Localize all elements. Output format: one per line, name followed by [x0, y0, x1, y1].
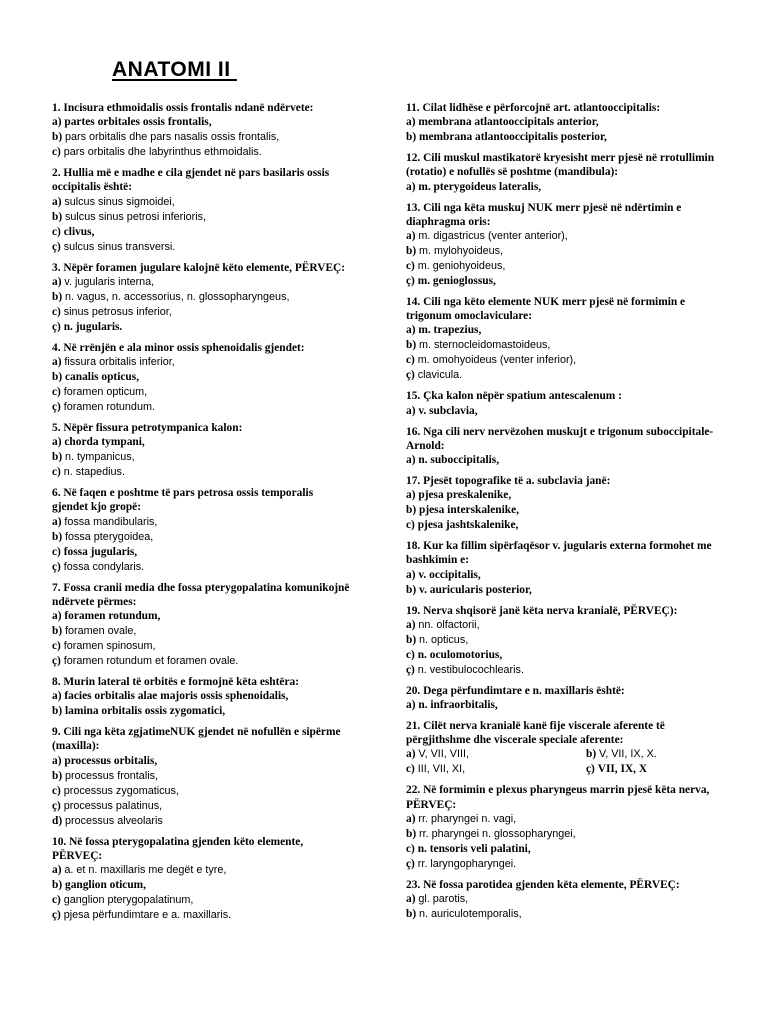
option-letter: ç)	[52, 560, 61, 573]
option-letter: a)	[406, 893, 416, 906]
question-block	[52, 261, 352, 335]
answer-option	[406, 368, 726, 383]
option-letter: a)	[52, 864, 62, 877]
option-text: m. pterygoideus lateralis,	[418, 180, 542, 193]
question-text: 22. Në formimin e plexus pharyngeus marrin pjesë këta nerva, PËRVEÇ:	[406, 784, 710, 811]
answer-option	[406, 762, 586, 777]
option-text: foramen opticum,	[63, 386, 148, 399]
option-letter: c)	[52, 146, 61, 159]
option-letter: c)	[52, 466, 61, 479]
option-text: sulcus sinus petrosi inferioris,	[65, 210, 207, 223]
answer-option	[52, 240, 352, 255]
right-question-column	[406, 101, 726, 928]
answer-option	[52, 769, 352, 784]
question-block	[52, 725, 352, 828]
option-text: foramen spinosum,	[63, 640, 156, 653]
question-text: 1. Incisura ethmoidalis ossis frontalis ndanë ndërvete:	[52, 102, 314, 114]
answer-option-correct	[406, 648, 726, 663]
option-text: n. opticus,	[419, 633, 469, 646]
answer-option	[52, 863, 352, 878]
option-text: foramen rotundum et foramen ovale.	[63, 655, 239, 668]
option-letter: a)	[406, 404, 416, 417]
option-letter: c)	[52, 894, 61, 907]
question-block	[52, 581, 352, 669]
question-text: 6. Në faqen e poshtme të pars petrosa ossis temporalis gjendet kjo gropë:	[52, 487, 314, 514]
question-block	[406, 101, 726, 145]
question-text: 21. Cilët nerva kranialë kanë fije viscerale aferente të përgjithshme dhe viscerale speciale aferente:	[406, 720, 665, 747]
answer-option	[52, 275, 352, 290]
answer-options	[406, 892, 726, 922]
option-letter: c)	[52, 640, 61, 653]
answer-option-correct	[406, 130, 726, 145]
answer-option	[52, 145, 352, 160]
answer-options	[406, 404, 726, 419]
answer-options	[52, 754, 352, 829]
answer-options	[52, 863, 352, 923]
option-letter: a)	[52, 610, 62, 623]
option-letter: a)	[52, 116, 62, 129]
question-block	[52, 835, 352, 923]
option-letter: ç)	[406, 369, 415, 382]
answer-option-correct	[406, 488, 726, 503]
answer-option-correct	[406, 323, 726, 338]
option-text: membrana atlantooccipitals anterior,	[418, 116, 599, 129]
answer-option	[406, 892, 726, 907]
answer-option-correct	[52, 320, 352, 335]
option-text: rr. laryngopharyngei.	[417, 857, 517, 870]
answer-option	[52, 799, 352, 814]
question-block	[52, 101, 352, 160]
option-text: chorda tympani,	[64, 436, 145, 449]
question-block	[406, 539, 726, 597]
question-block	[406, 425, 726, 468]
option-letter: a)	[406, 180, 416, 193]
option-text: sinus petrosus inferior,	[63, 305, 172, 318]
option-letter: a)	[406, 568, 416, 581]
question-text: 19. Nerva shqisorë janë këta nerva kranialë, PËRVEÇ):	[406, 604, 678, 617]
answer-option	[52, 624, 352, 639]
question-block	[406, 783, 726, 871]
option-text: m. trapezius,	[418, 324, 482, 337]
answer-option	[406, 259, 726, 274]
option-letter: b)	[406, 131, 417, 144]
question-block	[406, 201, 726, 289]
option-letter: b)	[406, 908, 417, 921]
question-text: 9. Cili nga këta zgjatimeNUK gjendet në nofullën e sipërme (maxilla):	[52, 726, 341, 753]
answer-option	[52, 210, 352, 225]
option-text: fossa jugularis,	[63, 545, 138, 558]
option-text: v. jugularis interna,	[64, 275, 155, 288]
answer-option	[52, 290, 352, 305]
option-letter: a)	[406, 116, 416, 129]
answer-option	[406, 747, 586, 762]
question-block	[52, 486, 352, 574]
answer-option	[406, 907, 726, 922]
answer-options	[406, 568, 726, 598]
answer-option-correct	[52, 704, 352, 719]
option-letter: a)	[406, 699, 416, 712]
option-letter: a)	[406, 454, 416, 467]
option-text: facies orbitalis alae majoris ossis sphenoidalis,	[64, 690, 289, 703]
option-letter: b)	[52, 879, 63, 892]
answer-option	[52, 195, 352, 210]
option-text: fissura orbitalis inferior,	[64, 356, 175, 369]
question-text: 8. Murin lateral të orbitës e formojnë këta eshtëra:	[52, 676, 300, 689]
option-letter: ç)	[52, 799, 61, 812]
option-letter: c)	[52, 225, 61, 238]
option-letter: a)	[52, 690, 62, 703]
option-letter: a)	[52, 356, 62, 369]
option-text: ganglion oticum,	[65, 879, 147, 892]
option-letter: ç)	[406, 857, 415, 870]
question-text: 17. Pjesët topografike të a. subclavia janë:	[406, 475, 611, 488]
answer-options	[406, 812, 726, 872]
question-block	[52, 341, 352, 415]
option-text: pjesa përfundimtare e a. maxillaris.	[63, 909, 232, 922]
option-letter: a)	[406, 230, 416, 243]
answer-option	[406, 663, 726, 678]
option-letter: c)	[406, 260, 415, 273]
option-text: V, VII, IX, X.	[599, 748, 657, 761]
answer-option-correct	[406, 404, 726, 419]
answer-options	[52, 435, 352, 480]
option-letter: ç)	[406, 663, 415, 676]
option-text: pars orbitalis dhe pars nasalis ossis frontalis,	[65, 131, 280, 144]
answer-option	[52, 400, 352, 415]
answer-option-correct	[406, 503, 726, 518]
question-block	[406, 295, 726, 383]
option-text: V, VII, VIII,	[418, 748, 469, 761]
option-letter: c)	[52, 305, 61, 318]
option-text: a. et n. maxillaris me degët e tyre,	[64, 864, 227, 877]
question-text: 10. Në fossa pterygopalatina gjenden këto elemente, PËRVEÇ:	[52, 835, 304, 862]
option-text: pjesa jashtskalenike,	[417, 519, 519, 532]
option-text: membrana atlantooccipitalis posterior,	[419, 131, 607, 144]
option-text: lamina orbitalis ossis zygomatici,	[65, 705, 226, 718]
answer-option-correct	[52, 689, 352, 704]
question-text: 2. Hullia më e madhe e cila gjendet në pars basilaris ossis occipitalis është:	[52, 167, 330, 194]
question-block	[52, 166, 352, 254]
option-letter: a)	[52, 275, 62, 288]
answer-option	[52, 130, 352, 145]
option-text: fossa mandibularis,	[64, 515, 158, 528]
option-text: VII, IX, X	[597, 763, 648, 776]
option-letter: c)	[406, 763, 415, 776]
option-text: n. oculomotorius,	[417, 648, 503, 661]
answer-option-correct	[406, 274, 726, 289]
answer-option	[406, 633, 726, 648]
answer-option-correct	[52, 435, 352, 450]
question-text: 18. Kur ka fillim sipërfaqësor v. jugularis externa formohet me bashkimin e:	[406, 540, 712, 567]
question-block	[406, 878, 726, 922]
option-letter: ç)	[52, 320, 61, 333]
option-text: n. tensoris veli palatini,	[417, 842, 531, 855]
question-text: 13. Cili nga këta muskuj NUK merr pjesë në ndërtimin e diaphragma oris:	[406, 201, 682, 228]
option-letter: c)	[406, 648, 415, 661]
option-letter: b)	[52, 769, 63, 782]
option-letter: c)	[52, 784, 61, 797]
answer-options	[406, 698, 726, 713]
answer-options	[52, 355, 352, 415]
option-letter: a)	[406, 489, 416, 502]
option-text: foramen rotundum,	[64, 610, 161, 623]
option-text: clivus,	[63, 225, 95, 238]
option-letter: ç)	[406, 275, 415, 288]
option-text: canalis opticus,	[65, 371, 140, 384]
answer-option	[52, 893, 352, 908]
option-letter: d)	[52, 814, 63, 827]
option-letter: b)	[52, 131, 63, 144]
option-text: processus frontalis,	[65, 769, 159, 782]
option-text: m. digastricus (venter anterior),	[418, 230, 568, 243]
option-text: gl. parotis,	[418, 893, 469, 906]
answer-option-correct	[52, 225, 352, 240]
answer-option-correct	[586, 762, 726, 777]
option-letter: b)	[52, 451, 63, 464]
answer-option-correct	[406, 698, 726, 713]
answer-options	[52, 195, 352, 255]
answer-option	[586, 747, 726, 762]
answer-option-correct	[52, 878, 352, 893]
answer-option	[52, 814, 352, 829]
option-text: processus palatinus,	[63, 799, 163, 812]
answer-option	[406, 857, 726, 872]
option-letter: a)	[52, 754, 62, 767]
answer-options	[52, 609, 352, 669]
answer-option-correct	[52, 370, 352, 385]
question-text: 4. Në rrënjën e ala minor ossis sphenoidalis gjendet:	[52, 341, 305, 354]
option-text: m. omohyoideus (venter inferior),	[417, 354, 577, 367]
option-text: rr. pharyngei n. glossopharyngei,	[419, 827, 576, 840]
option-letter: b)	[52, 210, 63, 223]
question-block	[406, 719, 726, 777]
option-text: fossa condylaris.	[63, 560, 145, 573]
answer-option	[52, 355, 352, 370]
answer-options	[52, 515, 352, 575]
answer-option	[52, 305, 352, 320]
option-letter: b)	[52, 290, 63, 303]
question-block	[406, 151, 726, 194]
answer-option	[52, 654, 352, 669]
answer-option-correct	[52, 754, 352, 769]
answer-option-correct	[406, 518, 726, 533]
answer-options	[406, 747, 726, 777]
answer-option	[52, 784, 352, 799]
option-letter: b)	[406, 245, 417, 258]
answer-option-correct	[52, 545, 352, 560]
question-text: 3. Nëpër foramen jugulare kalojnë këto elemente, PËRVEÇ:	[52, 261, 346, 274]
option-text: n. auriculotemporalis,	[419, 908, 522, 921]
question-text: 11. Cilat lidhëse e përforcojnë art. atlantooccipitalis:	[406, 102, 661, 114]
answer-option	[406, 353, 726, 368]
page-title: ANATOMI II	[112, 58, 237, 81]
option-text: n. suboccipitalis,	[418, 454, 500, 467]
question-text: 5. Nëpër fissura petrotympanica kalon:	[52, 422, 243, 435]
option-text: m. geniohyoideus,	[417, 260, 506, 273]
option-letter: b)	[406, 827, 417, 840]
option-letter: ç)	[52, 909, 61, 922]
option-letter: c)	[52, 386, 61, 399]
answer-options	[52, 689, 352, 719]
answer-option	[406, 244, 726, 259]
option-text: foramen ovale,	[65, 625, 137, 638]
question-block	[406, 389, 726, 418]
option-text: n. stapedius.	[63, 466, 125, 479]
answer-options	[406, 453, 726, 468]
option-letter: a)	[406, 618, 416, 631]
question-block	[52, 421, 352, 480]
answer-option	[52, 560, 352, 575]
answer-options	[52, 275, 352, 335]
answer-option	[52, 385, 352, 400]
answer-option	[406, 827, 726, 842]
answer-option	[52, 908, 352, 923]
question-block	[406, 474, 726, 533]
question-block	[406, 604, 726, 678]
option-letter: a)	[406, 324, 416, 337]
option-text: sulcus sinus sigmoidei,	[64, 195, 175, 208]
option-text: rr. pharyngei n. vagi,	[418, 812, 517, 825]
option-text: m. sternocleidomastoideus,	[419, 339, 551, 352]
option-letter: c)	[52, 545, 61, 558]
answer-option-correct	[52, 115, 352, 130]
answer-option-correct	[406, 583, 726, 598]
option-text: III, VII, XI,	[417, 763, 466, 776]
question-text: 20. Dega përfundimtare e n. maxillaris është:	[406, 684, 625, 697]
option-letter: ç)	[586, 763, 595, 776]
answer-options	[406, 488, 726, 533]
question-text: 14. Cili nga këto elemente NUK merr pjesë në formimin e trigonum omoclaviculare:	[406, 296, 686, 323]
option-letter: b)	[52, 530, 63, 543]
left-question-column	[52, 101, 352, 929]
answer-options	[406, 618, 726, 678]
answer-option	[52, 450, 352, 465]
answer-option	[406, 338, 726, 353]
answer-options	[406, 229, 726, 289]
option-text: v. auricularis posterior,	[419, 583, 532, 596]
option-letter: a)	[406, 748, 416, 761]
answer-options	[406, 115, 726, 145]
option-letter: c)	[406, 842, 415, 855]
option-text: partes orbitales ossis frontalis,	[64, 116, 212, 129]
option-letter: b)	[406, 339, 417, 352]
answer-option	[52, 639, 352, 654]
question-block	[52, 675, 352, 719]
option-text: foramen rotundum.	[63, 401, 155, 414]
option-text: ganglion pterygopalatinum,	[63, 894, 194, 907]
option-text: n. vagus, n. accessorius, n. glossopharyngeus,	[65, 290, 290, 303]
option-letter: b)	[406, 583, 417, 596]
answer-options	[406, 323, 726, 383]
option-letter: a)	[52, 195, 62, 208]
question-text: 15. Çka kalon nëpër spatium antescalenum :	[406, 390, 622, 403]
answer-option-correct	[406, 115, 726, 130]
option-letter: a)	[52, 515, 62, 528]
answer-option	[52, 465, 352, 480]
option-text: n. vestibulocochlearis.	[417, 663, 524, 676]
option-text: pars orbitalis dhe labyrinthus ethmoidalis.	[63, 146, 262, 159]
answer-option	[406, 229, 726, 244]
option-text: processus alveolaris	[65, 814, 163, 827]
question-text: 16. Nga cili nerv nervëzohen muskujt e trigonum suboccipitale-Arnold:	[406, 425, 714, 452]
option-letter: a)	[52, 436, 62, 449]
answer-option	[406, 618, 726, 633]
option-letter: b)	[52, 625, 63, 638]
question-block	[406, 684, 726, 713]
option-text: m. mylohyoideus,	[419, 245, 504, 258]
option-letter: b)	[52, 371, 63, 384]
answer-option-correct	[406, 180, 726, 195]
option-letter: a)	[406, 812, 416, 825]
answer-option-correct	[406, 453, 726, 468]
option-letter: b)	[406, 633, 417, 646]
question-text: 12. Cili muskul mastikatorë kryesisht merr pjesë në rrotullimin (rotatio) e nofullës së poshtme (mandibula):	[406, 152, 715, 179]
option-text: clavicula.	[417, 369, 463, 382]
option-letter: b)	[52, 705, 63, 718]
answer-option-correct	[406, 568, 726, 583]
question-text: 23. Në fossa parotidea gjenden këta elemente, PËRVEÇ:	[406, 878, 680, 891]
answer-options	[52, 115, 352, 160]
option-letter: c)	[406, 519, 415, 532]
option-text: processus orbitalis,	[64, 754, 158, 767]
option-text: sulcus sinus transversi.	[63, 240, 176, 253]
option-letter: ç)	[52, 655, 61, 668]
option-letter: ç)	[52, 240, 61, 253]
answer-option	[52, 515, 352, 530]
option-letter: ç)	[52, 401, 61, 414]
option-text: v. subclavia,	[418, 404, 478, 417]
option-text: m. genioglossus,	[417, 275, 496, 288]
option-text: n. tympanicus,	[65, 451, 135, 464]
option-letter: c)	[406, 354, 415, 367]
answer-option-correct	[52, 609, 352, 624]
option-text: n. jugularis.	[63, 320, 123, 333]
answer-option	[52, 530, 352, 545]
option-letter: b)	[586, 748, 597, 761]
option-letter: b)	[406, 504, 417, 517]
option-text: fossa pterygoidea,	[65, 530, 154, 543]
question-text: 7. Fossa cranii media dhe fossa pterygopalatina komunikojnë ndërvete përmes:	[52, 581, 350, 608]
option-text: processus zygomaticus,	[63, 784, 179, 797]
option-text: nn. olfactorii,	[418, 618, 480, 631]
option-text: pjesa preskalenike,	[418, 489, 512, 502]
option-text: n. infraorbitalis,	[418, 699, 498, 712]
answer-options	[406, 180, 726, 195]
option-text: pjesa interskalenike,	[419, 504, 519, 517]
answer-option	[406, 812, 726, 827]
option-text: v. occipitalis,	[418, 568, 481, 581]
answer-option-correct	[406, 842, 726, 857]
